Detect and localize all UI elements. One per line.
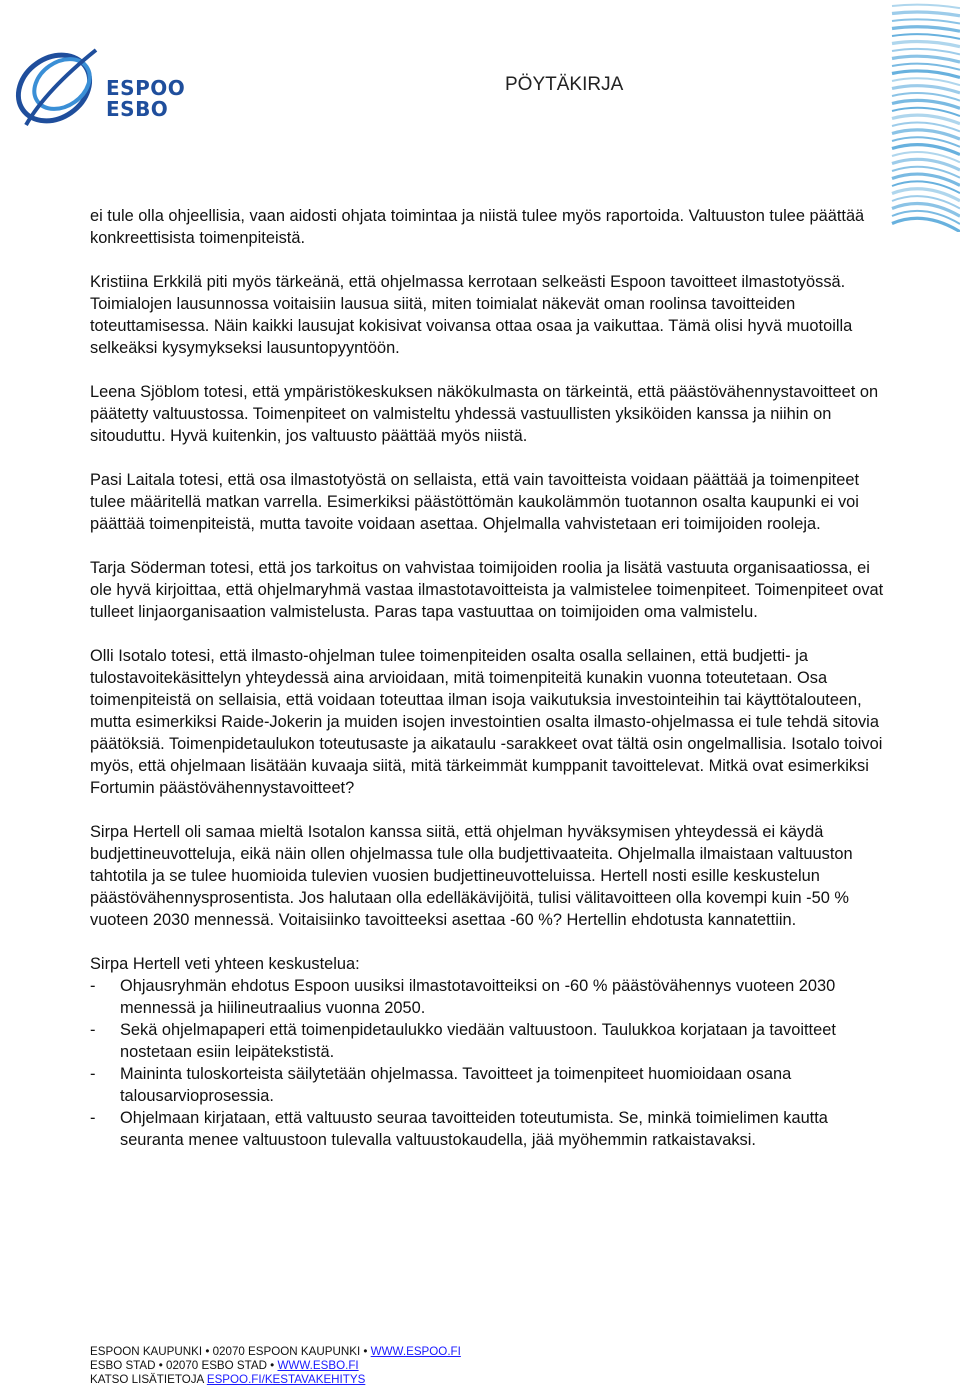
footer-address-esbo: ESBO STAD • 02070 ESBO STAD • <box>90 1359 278 1372</box>
striped-wave-graphic-icon <box>888 0 960 232</box>
logo-line-esbo: ESBO <box>106 97 169 121</box>
paragraph: Olli Isotalo totesi, että ilmasto-ohjelman tulee toimenpiteiden osalta osalla sellainen, että budjetti- ja tulostavoitekäsittelyn yhteydessä aina arvioidaan, mitä toimenpiteitä kunakin vuonna toteutetaan. Osa toimenpiteistä on sellaisia, että voidaan toteuttaa ilman isoja vaikutuksia investointeihin tai käyttötalouteen, mutta esimerkiksi Raide-Jokerin ja muiden isojen investointien osalta ilmasto-ohjelmassa ei tule tehdä sitovia päätöksiä. Toimenpidetaulukon toteutusaste ja aikataulu -sarakkeet ovat tältä osin ongelmallisia. Isotalo toivoi myös, että ohjelmaan lisätään kuvaaja siitä, mitä tärkeimmät kumppanit tavoittelevat. Mitkä ovat esimerkiksi Fortumin päästövähennystavoitteet? <box>90 647 883 797</box>
deco-stripe <box>892 64 960 70</box>
list-item <box>90 1063 890 1107</box>
paragraph: Kristiina Erkkilä piti myös tärkeänä, että ohjelmassa kerrotaan selkeästi Espoon tavoitteet ilmastotyössä. Toimialojen lausunnossa voitaisiin lausua siitä, miten toimialat näkevät oman roolinsa tavoitteiden toteuttamisessa. Näin kaikki lausujat kokisivat voivansa ottaa osaa ja vaikuttaa. Tämä olisi hyvä muotoilla selkeäksi kysymykseksi lausuntopyyntöön. <box>90 273 853 357</box>
list-item-text: Ohjelmaan kirjataan, että valtuusto seuraa tavoitteiden toteutumista. Se, minkä toimielimen kautta seuranta menee valtuustoon tulevalla valtuustokaudella, jää myöhemmin ratkaistavaksi. <box>120 1109 828 1149</box>
deco-stripe <box>892 78 960 85</box>
list-item-text: Ohjausryhmän ehdotus Espoon uusiksi ilmastotavoitteiksi on -60 % päästövähennys vuoteen 2030 mennessä ja hiilineutraalius vuonna 2050. <box>120 977 836 1017</box>
logo-line-espoo: ESPOO <box>106 76 186 100</box>
deco-stripe <box>892 204 960 217</box>
deco-stripe <box>892 86 960 93</box>
dash-bullet: - <box>90 1021 96 1039</box>
footer-link-espoo[interactable]: WWW.ESPOO.FI <box>370 1345 461 1358</box>
deco-stripe <box>892 218 960 231</box>
document-type-heading: PÖYTÄKIRJA <box>505 74 624 95</box>
paragraph: ei tule olla ohjeellisia, vaan aidosti ohjata toimintaa ja niistä tulee myös raportoida. Valtuuston tulee päättää konkreettisista toimenpiteistä. <box>90 207 865 247</box>
document-body <box>90 205 890 1151</box>
dash-bullet: - <box>90 977 96 995</box>
deco-stripe <box>892 41 960 46</box>
footer-link-sustainability[interactable]: ESPOO.FI/KESTAVAKEHITYS <box>206 1373 366 1386</box>
summary-list <box>90 975 890 1151</box>
footer-address-espoo: ESPOON KAUPUNKI • 02070 ESPOON KAUPUNKI • <box>90 1345 371 1358</box>
paragraph: Leena Sjöblom totesi, että ympäristökeskuksen näkökulmasta on tärkeintä, että päästövähennystavoitteet on päätetty valtuustossa. Toimenpiteet on valmisteltu yhdessä vastuullisten yksiköiden kanssa ja niihin on sitouduttu. Hyvä kuitenkin, jos valtuusto päättää myös niistä. <box>90 383 879 445</box>
deco-stripe <box>892 5 960 8</box>
paragraph: Sirpa Hertell oli samaa mieltä Isotalon kanssa siitä, että ohjelman hyväksymisen yhteydessä ei käydä budjettineuvotteluja, eikä näin ollen ohjelmassa tule olla budjettivaateita. Ohjelmalla ilmaistaan valtuuston tahtotila ja se tulee huomioida tulevien vuosien budjettineuvotteluissa. Hertell nosti esille keskustelun päästövähennysprosentista. Jos halutaan olla edelläkävijöitä, tulisi välitavoitteen olla kovempi kuin -50 % vuoteen 2030 mennessä. Voitaisiinko tavoitteeksi asettaa -60 %? Hertellin ehdotusta kannatettiin. <box>90 823 853 929</box>
deco-stripe <box>892 27 960 31</box>
dash-bullet: - <box>90 1109 96 1127</box>
page-footer <box>90 1345 461 1387</box>
deco-stripe <box>892 12 960 16</box>
espoo-swirl-logo-icon <box>6 30 116 140</box>
deco-stripe <box>892 56 960 62</box>
footer-line-espoo <box>90 1345 461 1359</box>
footer-line-esbo <box>90 1359 461 1373</box>
deco-stripe <box>892 19 960 23</box>
deco-stripe <box>892 49 960 55</box>
paragraph: Tarja Söderman totesi, että jos tarkoitus on vahvistaa toimijoiden roolia ja lisätä vastuuta organisaatiossa, ei ole hyvä kirjoittaa, että ohjelmaryhmä vastaa ilmastotavoitteista ja valmistelee toimenpiteet. Toimenpiteet ovat tulleet linjaorganisaation valmistelusta. Paras tapa vastuuttaa on toimijoiden oma valmistelu. <box>90 559 884 621</box>
espoo-logo <box>6 30 196 140</box>
footer-info-label: KATSO LISÄTIETOJA <box>90 1373 207 1386</box>
logo-wordmark <box>106 78 185 120</box>
footer-link-esbo[interactable]: WWW.ESBO.FI <box>277 1359 359 1372</box>
list-item-text: Sekä ohjelmapaperi että toimenpidetaulukko viedään valtuustoon. Taulukkoa korjataan ja tavoitteet nostetaan esiin leipätekstistä. <box>120 1021 836 1061</box>
footer-line-info <box>90 1373 461 1387</box>
dash-bullet: - <box>90 1065 96 1083</box>
summary-intro: Sirpa Hertell veti yhteen keskustelua: <box>90 955 360 973</box>
list-item <box>90 1107 890 1151</box>
list-item <box>90 975 890 1019</box>
deco-stripe <box>892 189 960 201</box>
list-item-text: Maininta tuloskorteista säilytetään ohjelmassa. Tavoitteet ja toimenpiteet huomioidaan osana talousarvioprosessia. <box>120 1065 792 1105</box>
deco-stripe <box>892 34 960 39</box>
list-item <box>90 1019 890 1063</box>
deco-stripe <box>892 71 960 78</box>
paragraph: Pasi Laitala totesi, että osa ilmastotyöstä on sellaista, että vain tavoitteista voidaan päättää ja toimenpiteet tulee määritellä matkan varrella. Esimerkiksi päästöttömän kaukolämmön tuotannon osalta kaupunki ei voi päättää toimenpiteistä, mutta tavoite voidaan asettaa. Ohjelmalla vahvistetaan eri toimijoiden rooleja. <box>90 471 859 533</box>
